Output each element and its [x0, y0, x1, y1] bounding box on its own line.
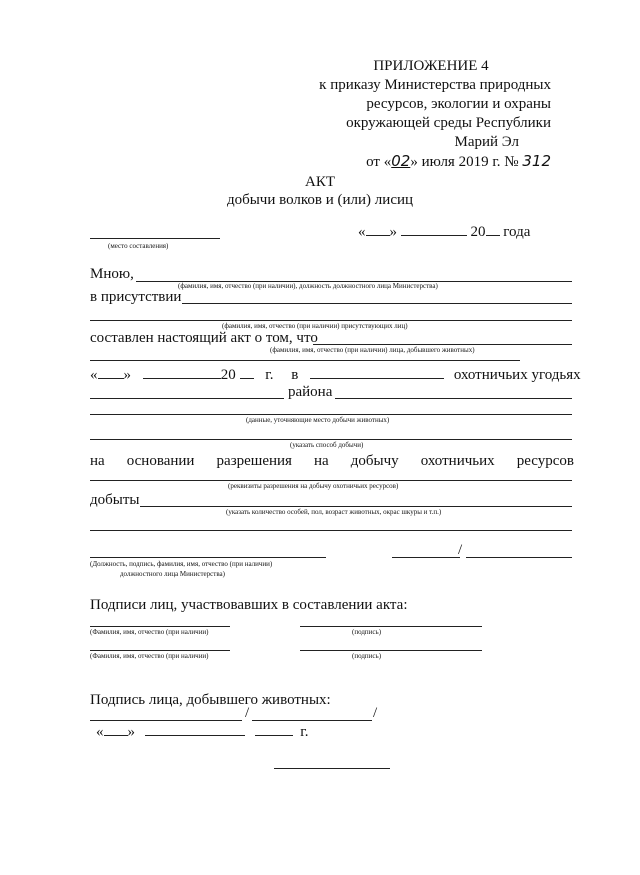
slash: / — [458, 542, 463, 558]
grounds-field[interactable] — [310, 378, 444, 379]
official-caption: (Должность, подпись, фамилия, имя, отчество (при наличии) — [90, 560, 273, 568]
quote-open: « — [96, 724, 104, 740]
document-subtitle: добычи волков и (или) лисиц — [226, 192, 414, 208]
participant-sign-caption: (подпись) — [352, 652, 382, 660]
compiled-label: составлен настоящий акт о том, что — [90, 330, 318, 346]
district-line[interactable] — [335, 398, 572, 399]
method-caption: (указать способ добычи) — [290, 441, 364, 449]
compiled-line-2[interactable] — [90, 360, 520, 361]
by-me-label: Мною, — [90, 266, 134, 282]
hunter-heading: Подпись лица, добывшего животных: — [90, 692, 331, 708]
basis-word: на — [314, 453, 329, 469]
year-abbr: г. — [265, 367, 274, 383]
year-field[interactable] — [486, 235, 500, 236]
hunter-sign-line[interactable] — [90, 720, 242, 721]
presence-line[interactable] — [182, 303, 572, 304]
grounds-word: охотничьих угодьях — [453, 367, 581, 383]
hunter-name-line[interactable] — [252, 720, 372, 721]
place-line[interactable] — [90, 238, 220, 239]
district-name-line[interactable] — [90, 398, 284, 399]
location-line[interactable] — [90, 414, 572, 415]
participant-name-line-2[interactable] — [90, 650, 230, 651]
presence-label: в присутствии — [90, 289, 182, 305]
basis-row — [90, 453, 574, 470]
basis-word: разрешения — [216, 453, 292, 469]
method-line[interactable] — [90, 439, 572, 440]
hunt-month-field[interactable] — [143, 378, 221, 379]
taken-line[interactable] — [140, 506, 572, 507]
basis-word: добычу — [350, 453, 399, 469]
in-word: в — [291, 367, 299, 383]
date-row — [358, 224, 530, 241]
appendix-block — [271, 57, 551, 172]
appendix-date-line — [271, 152, 551, 172]
compiled-caption: (фамилия, имя, отчество (при наличии) лица, добывшего животных) — [270, 346, 475, 354]
appendix-line: ресурсов, экологии и охраны — [366, 96, 551, 112]
appendix-title: ПРИЛОЖЕНИЕ 4 — [373, 58, 489, 74]
slash: / — [373, 705, 378, 721]
participant-name-line-1[interactable] — [90, 626, 230, 627]
participant-name-caption: (Фамилия, имя, отчество (при наличии) — [90, 628, 209, 636]
location-caption: (данные, уточняющие место добычи животных) — [246, 416, 390, 424]
presence-caption: (фамилия, имя, отчество (при наличии) присутствующих лиц) — [222, 322, 408, 330]
quote-open: « — [90, 367, 98, 383]
hunter-month-field[interactable] — [145, 735, 245, 736]
year-abbr: г. — [300, 724, 309, 740]
taken-line-2[interactable] — [90, 530, 572, 531]
hunter-day-field[interactable] — [104, 735, 128, 736]
document-title: АКТ — [305, 174, 335, 190]
day-field[interactable] — [366, 235, 390, 236]
basis-word: охотничьих — [420, 453, 495, 469]
quote-close: » — [123, 367, 131, 383]
participants-heading: Подписи лиц, участвовавших в составлении акта: — [90, 597, 408, 613]
handwritten-day: 02 — [391, 152, 411, 170]
hunter-year-field[interactable] — [255, 735, 293, 736]
participant-sign-line-1[interactable] — [300, 626, 482, 627]
participant-sign-caption: (подпись) — [352, 628, 382, 636]
basis-word: основании — [126, 453, 195, 469]
appendix-line: Марий Эл — [454, 134, 519, 150]
date-mid: » июля 2019 г. № — [410, 154, 519, 170]
quote-open: « — [358, 224, 366, 240]
place-caption: (место составления) — [108, 242, 169, 250]
quote-close: » — [127, 724, 135, 740]
official-name-sign-line[interactable] — [466, 557, 572, 558]
hunt-year-field[interactable] — [240, 378, 254, 379]
basis-word: ресурсов — [516, 453, 574, 469]
hunter-date-row — [96, 724, 308, 741]
taken-caption: (указать количество особей, пол, возраст животных, окрас шкуры и т.п.) — [226, 508, 442, 516]
bottom-line[interactable] — [274, 768, 390, 769]
handwritten-order-number: 312 — [522, 152, 551, 170]
quote-close: » — [389, 224, 397, 240]
year-prefix: 20 — [220, 367, 236, 383]
hunt-date-row — [90, 367, 581, 384]
district-word: района — [288, 384, 333, 400]
permit-line[interactable] — [90, 480, 572, 481]
by-me-caption: (фамилия, имя, отчество (при наличии), должность должностного лица Министерства) — [178, 282, 438, 290]
basis-caption: (реквизиты разрешения на добычу охотничьих ресурсов) — [228, 482, 399, 490]
hunter-name-line[interactable] — [313, 344, 572, 345]
month-field[interactable] — [401, 235, 467, 236]
date-prefix: от « — [366, 154, 392, 170]
taken-label: добыты — [90, 492, 140, 508]
slash: / — [245, 705, 250, 721]
participant-name-caption: (Фамилия, имя, отчество (при наличии) — [90, 652, 209, 660]
official-signature-line[interactable] — [90, 557, 326, 558]
participant-sign-line-2[interactable] — [300, 650, 482, 651]
presence-line-2[interactable] — [90, 320, 572, 321]
official-sign-line[interactable] — [392, 557, 460, 558]
year-word: года — [503, 224, 531, 240]
official-caption-2: должностного лица Министерства) — [120, 570, 225, 578]
appendix-line: окружающей среды Республики — [346, 115, 551, 131]
year-prefix: 20 — [470, 224, 486, 240]
hunt-day-field[interactable] — [98, 378, 124, 379]
basis-word: на — [90, 453, 105, 469]
appendix-line: к приказу Министерства природных — [319, 77, 551, 93]
